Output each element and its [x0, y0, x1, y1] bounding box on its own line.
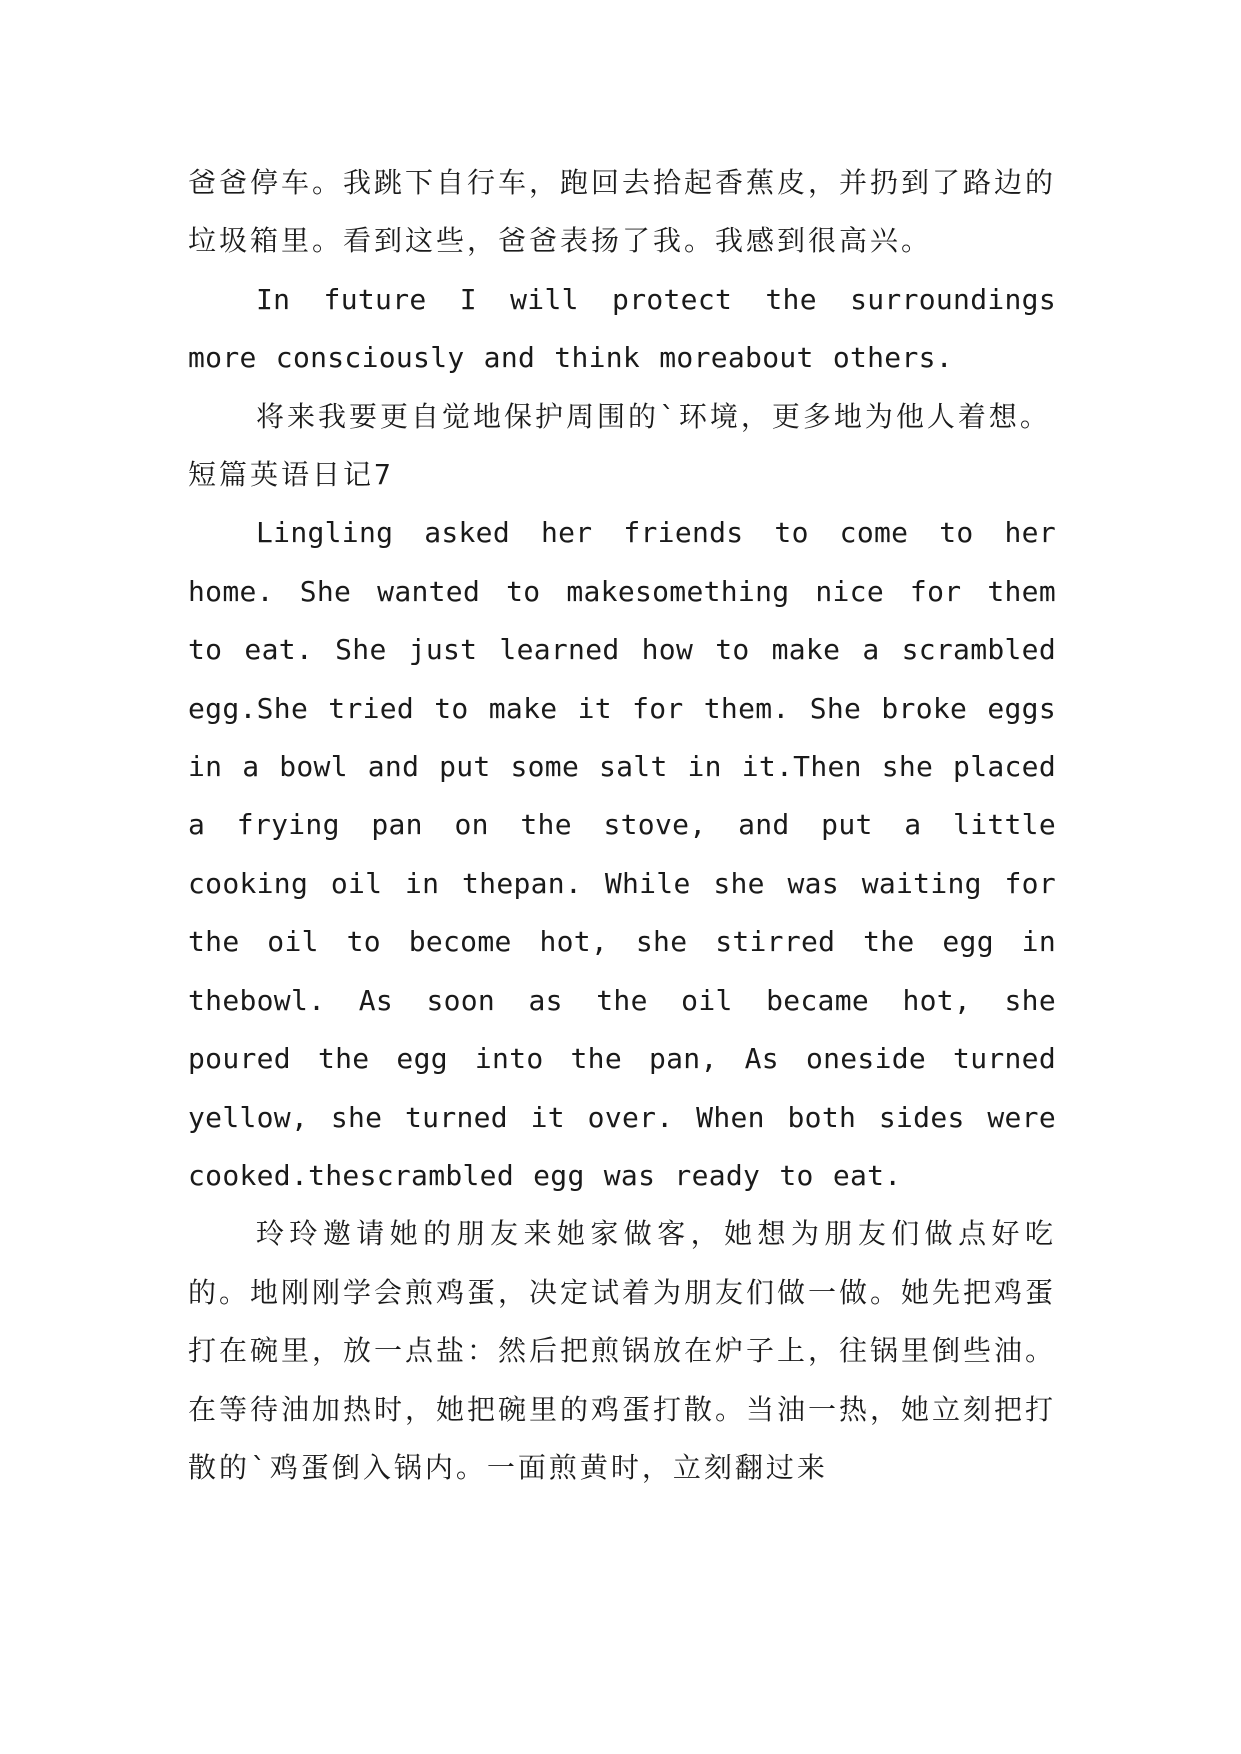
section-heading: 短篇英语日记7 [188, 458, 394, 492]
chinese-paragraph: 爸爸停车。我跳下自行车，跑回去拾起香蕉皮，并扔到了路边的垃圾箱里。看到这些，爸爸表扬了我。我感到很高兴。 [188, 166, 1057, 258]
chinese-paragraph: 将来我要更自觉地保护周围的`环境，更多地为他人着想。 [256, 399, 1051, 433]
document-page [188, 154, 1056, 1497]
english-paragraph: Lingling asked her friends to come to her home. She wanted to makesomething nice for them to eat. She just learned how to make a scrambled egg.She tried to make it for them. She broke eggs in a bowl and put some salt in it.Then she placed a frying pan on the stove, and put a little cooking oil in thepan. While she was waiting for the oil to become hot, she stirred the egg in thebowl. As soon as the oil became hot, she poured the egg into the pan, As oneside turned yellow, she turned it over. When both sides were cooked.thescrambled egg was ready to eat. [188, 516, 1056, 1192]
chinese-paragraph: 玲玲邀请她的朋友来她家做客，她想为朋友们做点好吃的。地刚刚学会煎鸡蛋，决定试着为朋友们做一做。她先把鸡蛋打在碗里，放一点盐：然后把煎锅放在炉子上，往锅里倒些油。在等待油加热时，她把碗里的鸡蛋打散。当油一热，她立刻把打散的`鸡蛋倒入锅内。一面煎黄时，立刻翻过来 [188, 1217, 1057, 1484]
english-paragraph: In future I will protect the surroundings more consciously and think moreabout others. [188, 282, 1056, 375]
